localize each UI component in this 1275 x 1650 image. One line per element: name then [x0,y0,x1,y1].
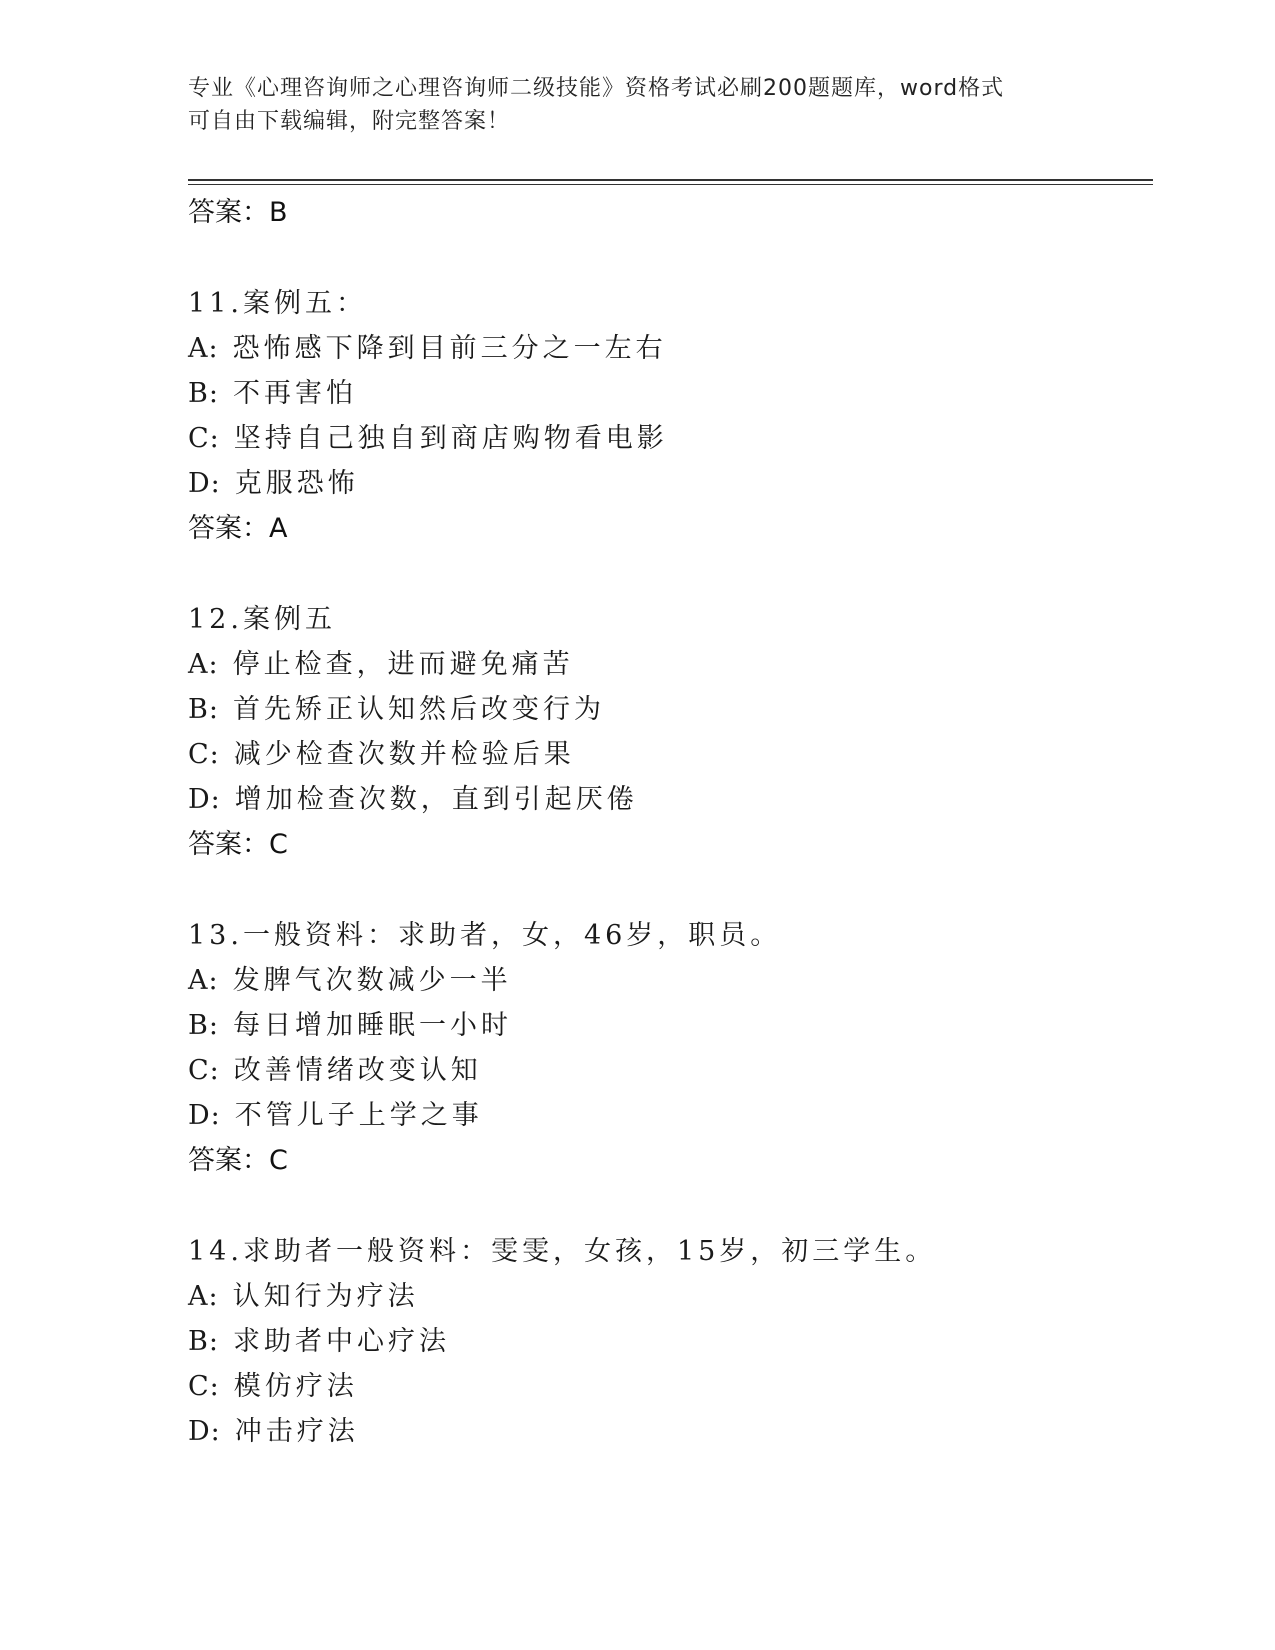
option-text: 坚持自己独自到商店购物看电影 [233,423,668,454]
question-item [188,281,1148,551]
question-title: 12.案例五 [188,604,336,635]
option-letter: A: [188,1281,219,1312]
option-letter: C: [188,1371,220,1402]
option-b [188,1319,1148,1364]
document-header [188,72,1088,138]
option-letter: A: [188,965,219,996]
option-letter: B: [188,378,219,409]
option-letter: C: [188,1055,220,1086]
answer-line: 答案：C [188,1145,288,1176]
answer-line: 答案：A [188,513,288,544]
option-a [188,326,1148,371]
option-text: 发脾气次数减少一半 [232,965,512,996]
header-line-2: 可自由下载编辑，附完整答案！ [188,109,511,134]
header-line-1: 专业《心理咨询师之心理咨询师二级技能》资格考试必刷200题题库，word格式 [188,76,1005,101]
option-letter: C: [188,739,220,770]
option-text: 求助者中心疗法 [232,1326,450,1357]
header-divider-thin [188,184,1153,185]
option-letter: B: [188,1326,219,1357]
answer-line: 答案：B [188,197,288,228]
option-text: 认知行为疗法 [232,1281,419,1312]
option-text: 克服恐怖 [234,468,359,499]
option-d [188,777,1148,822]
question-title: 14.求助者一般资料：雯雯，女孩，15岁，初三学生。 [188,1236,937,1267]
answer-line: 答案：C [188,829,288,860]
option-c [188,1364,1148,1409]
option-text: 冲击疗法 [234,1416,359,1447]
option-b [188,1003,1148,1048]
option-d [188,1093,1148,1138]
option-d [188,1409,1148,1454]
question-item [188,1229,1148,1454]
option-text: 模仿疗法 [233,1371,358,1402]
option-text: 首先矫正认知然后改变行为 [232,694,605,725]
option-letter: C: [188,423,220,454]
option-letter: D: [188,1100,221,1131]
option-letter: B: [188,694,219,725]
option-text: 不管儿子上学之事 [234,1100,483,1131]
option-text: 增加检查次数，直到引起厌倦 [234,784,638,815]
option-c [188,416,1148,461]
option-b [188,371,1148,416]
option-text: 不再害怕 [232,378,357,409]
option-a [188,1274,1148,1319]
option-letter: D: [188,468,221,499]
option-text: 改善情绪改变认知 [233,1055,482,1086]
option-letter: D: [188,784,221,815]
question-item [188,597,1148,867]
option-text: 恐怖感下降到目前三分之一左右 [232,333,667,364]
option-c [188,732,1148,777]
question-title: 13.一般资料：求助者，女，46岁，职员。 [188,920,782,951]
option-text: 停止检查，进而避免痛苦 [232,649,574,680]
question-item [188,913,1148,1183]
option-a [188,642,1148,687]
option-letter: D: [188,1416,221,1447]
option-c [188,1048,1148,1093]
option-text: 减少检查次数并检验后果 [233,739,575,770]
option-a [188,958,1148,1003]
option-letter: A: [188,333,219,364]
option-d [188,461,1148,506]
option-text: 每日增加睡眠一小时 [232,1010,512,1041]
option-b [188,687,1148,732]
option-letter: B: [188,1010,219,1041]
option-letter: A: [188,649,219,680]
header-divider-thick [188,179,1153,181]
question-title: 11.案例五： [188,288,367,319]
question-list [188,188,1148,1454]
